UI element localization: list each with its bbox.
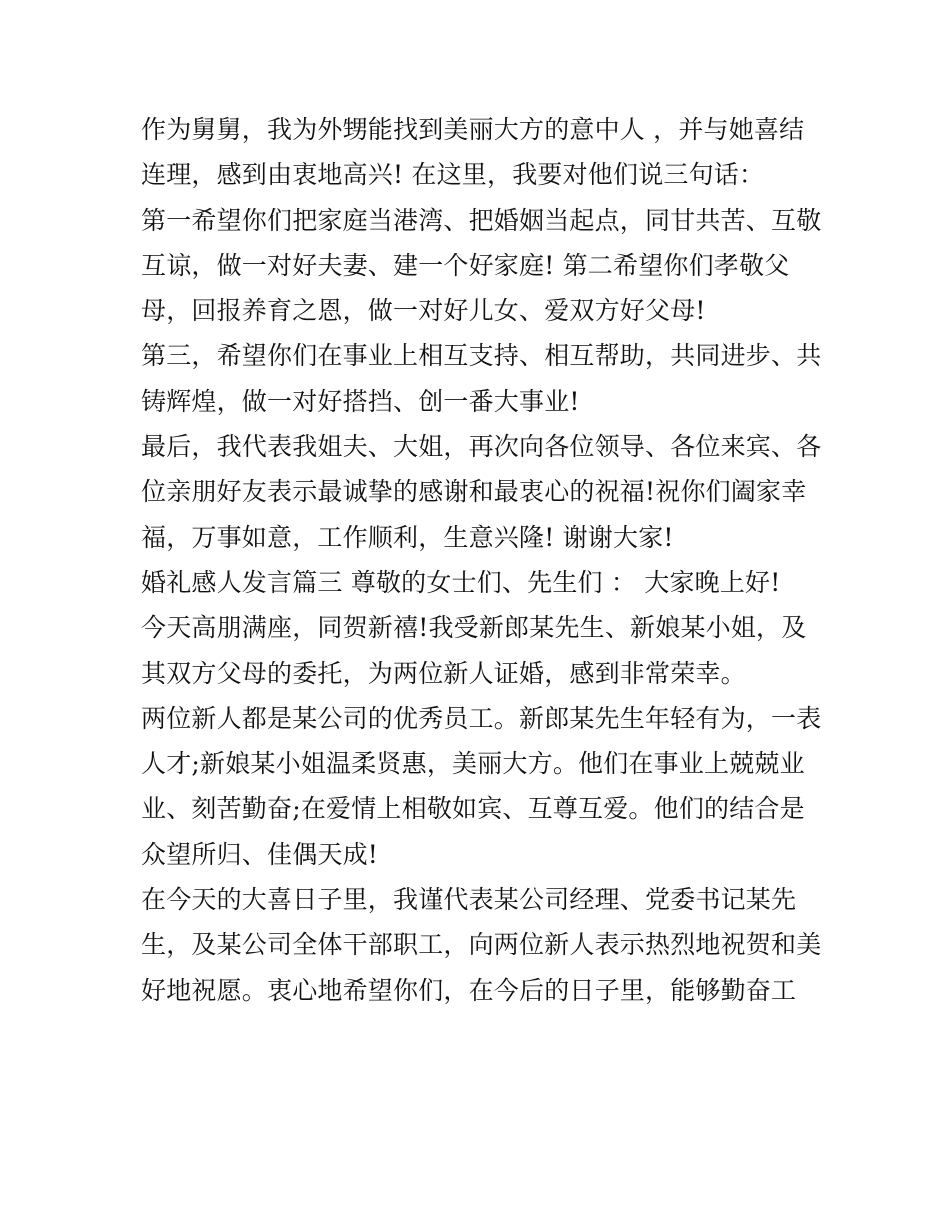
text-line: 最后，我代表我姐夫、大姐，再次向各位领导、各位来宾、各	[141, 432, 822, 462]
text-line: 互谅，做一对好夫妻、建一个好家庭! 第二希望你们孝敬父	[141, 250, 790, 280]
document-body	[141, 107, 831, 1013]
text-line: 人才;新娘某小姐温柔贤惠，美丽大方。他们在事业上兢兢业	[141, 749, 805, 779]
text-line: 第一希望你们把家庭当港湾、把婚姻当起点，同甘共苦、互敬	[141, 205, 822, 235]
text-line: 两位新人都是某公司的优秀员工。新郎某先生年轻有为，一表	[141, 703, 822, 733]
text-line: 第三，希望你们在事业上相互支持、相互帮助，共同进步、共	[141, 341, 822, 371]
text-line: 连理，感到由衷地高兴! 在这里，我要对他们说三句话：	[141, 160, 765, 190]
text-line: 作为舅舅，我为外甥能找到美丽大方的意中人 ，并与她喜结	[141, 115, 805, 144]
text-line: 铸辉煌，做一对好搭挡、创一番大事业!	[141, 386, 580, 416]
text-line: 在今天的大喜日子里，我谨代表某公司经理、党委书记某先	[141, 885, 797, 915]
text-line: 众望所归、佳偶天成!	[141, 839, 379, 869]
text-line: 福，万事如意，工作顺利，生意兴隆! 谢谢大家!	[141, 522, 674, 552]
text-line: 位亲朋好友表示最诚挚的感谢和最衷心的祝福!祝你们阖家幸	[141, 477, 807, 507]
text-line: 好地祝愿。衷心地希望你们，在今后的日子里，能够勤奋工	[141, 975, 797, 1005]
text-line: 今天高朋满座，同贺新禧!我受新郎某先生、新娘某小姐，及	[141, 613, 807, 643]
text-line: 生，及某公司全体干部职工，向两位新人表示热烈地祝贺和美	[141, 930, 822, 960]
text-line: 母，回报养育之恩，做一对好儿女、爱双方好父母!	[141, 296, 706, 326]
section-heading-line: 婚礼感人发言篇三 尊敬的女士们、先生们 ： 大家晚上好!	[141, 567, 781, 597]
text-line: 业、刻苦勤奋;在爱情上相敬如宾、互尊互爱。他们的结合是	[141, 794, 805, 824]
text-line: 其双方父母的委托，为两位新人证婚，感到非常荣幸。	[141, 658, 746, 688]
